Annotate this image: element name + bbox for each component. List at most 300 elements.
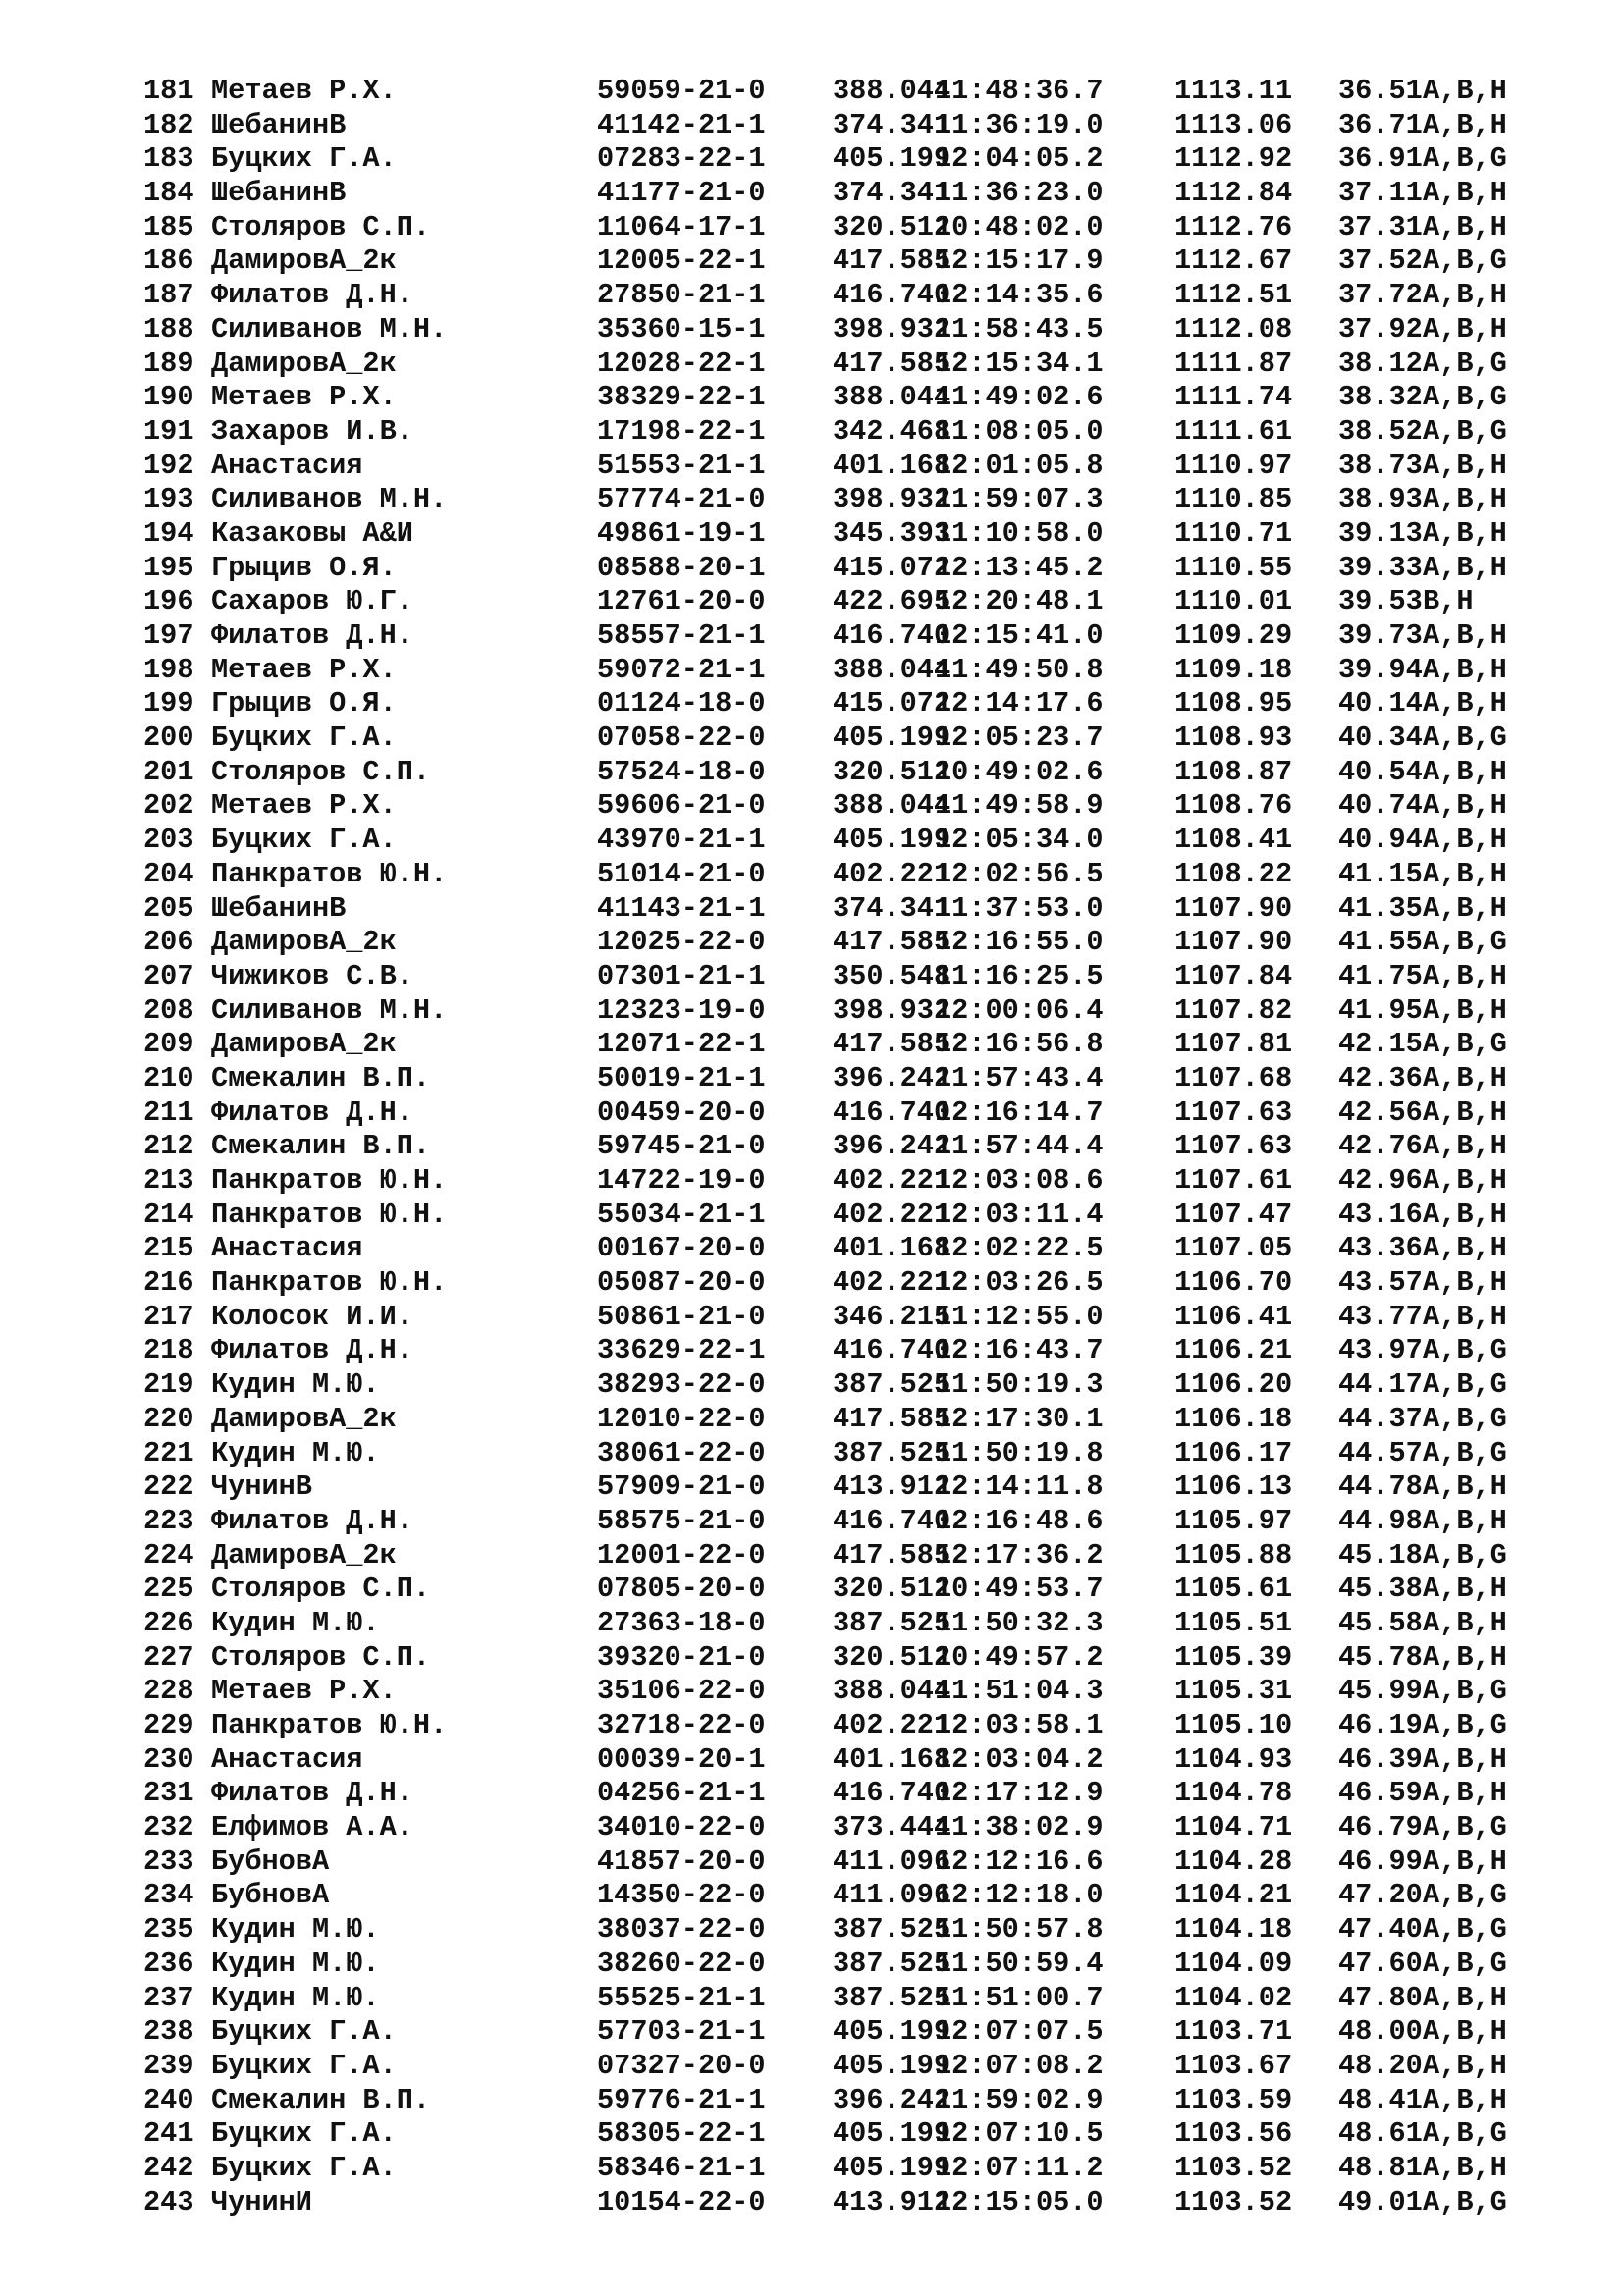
lists-cell: A,B,H bbox=[1423, 1504, 1507, 1537]
distance-cell: 345.393 bbox=[833, 516, 951, 550]
fancier-name-cell: Столяров С.П. bbox=[211, 1573, 431, 1606]
arrival-time-cell: 11:37:53.0 bbox=[935, 891, 1104, 925]
speed-cell: 1111.61 bbox=[1174, 414, 1293, 448]
lists-cell: A,B,G bbox=[1423, 1334, 1507, 1367]
lists-cell: A,B,H bbox=[1423, 1606, 1507, 1639]
lists-cell: A,B,G bbox=[1423, 1368, 1507, 1402]
ring-number-cell: 07805-20-0 bbox=[597, 1573, 766, 1606]
distance-cell: 411.096 bbox=[833, 1844, 951, 1878]
coefficient-cell: 43.77 bbox=[1338, 1300, 1423, 1333]
speed-cell: 1110.01 bbox=[1174, 585, 1293, 618]
lists-cell: A,B,H bbox=[1423, 108, 1507, 141]
place-cell: 226 bbox=[143, 1606, 194, 1639]
distance-cell: 405.199 bbox=[833, 2049, 951, 2082]
fancier-name-cell: Силиванов М.Н. bbox=[211, 483, 448, 516]
distance-cell: 416.740 bbox=[833, 1334, 951, 1367]
coefficient-cell: 40.74 bbox=[1338, 789, 1423, 823]
speed-cell: 1103.52 bbox=[1174, 2185, 1293, 2218]
arrival-time-cell: 12:14:11.8 bbox=[935, 1470, 1104, 1504]
ring-number-cell: 38037-22-0 bbox=[597, 1913, 766, 1947]
place-cell: 200 bbox=[143, 721, 194, 755]
arrival-time-cell: 12:02:56.5 bbox=[935, 857, 1104, 890]
ring-number-cell: 50019-21-1 bbox=[597, 1061, 766, 1095]
ring-number-cell: 43970-21-1 bbox=[597, 824, 766, 857]
arrival-time-cell: 12:12:16.6 bbox=[935, 1844, 1104, 1878]
arrival-time-cell: 12:03:04.2 bbox=[935, 1742, 1104, 1776]
coefficient-cell: 47.20 bbox=[1338, 1879, 1423, 1912]
arrival-time-cell: 11:51:04.3 bbox=[935, 1675, 1104, 1708]
distance-cell: 405.199 bbox=[833, 721, 951, 755]
distance-cell: 417.585 bbox=[833, 244, 951, 278]
coefficient-cell: 47.60 bbox=[1338, 1947, 1423, 1980]
ring-number-cell: 12028-22-1 bbox=[597, 347, 766, 380]
place-cell: 182 bbox=[143, 108, 194, 141]
place-cell: 188 bbox=[143, 312, 194, 346]
coefficient-cell: 45.38 bbox=[1338, 1573, 1423, 1606]
distance-cell: 387.525 bbox=[833, 1368, 951, 1402]
speed-cell: 1110.97 bbox=[1174, 449, 1293, 482]
ring-number-cell: 17198-22-1 bbox=[597, 414, 766, 448]
arrival-time-cell: 10:48:02.0 bbox=[935, 210, 1104, 243]
distance-cell: 415.072 bbox=[833, 687, 951, 721]
speed-cell: 1105.51 bbox=[1174, 1606, 1293, 1639]
speed-cell: 1112.84 bbox=[1174, 177, 1293, 210]
ring-number-cell: 39320-21-0 bbox=[597, 1640, 766, 1674]
fancier-name-cell: Метаев Р.Х. bbox=[211, 789, 397, 823]
fancier-name-cell: ДамировА_2к bbox=[211, 926, 397, 959]
fancier-name-cell: Кудин М.Ю. bbox=[211, 1606, 380, 1639]
lists-cell: A,B,H bbox=[1423, 2015, 1507, 2049]
lists-cell: A,B,G bbox=[1423, 244, 1507, 278]
speed-cell: 1108.95 bbox=[1174, 687, 1293, 721]
coefficient-cell: 45.18 bbox=[1338, 1538, 1423, 1572]
distance-cell: 416.740 bbox=[833, 619, 951, 652]
place-cell: 193 bbox=[143, 483, 194, 516]
speed-cell: 1107.84 bbox=[1174, 959, 1293, 992]
ring-number-cell: 57774-21-0 bbox=[597, 483, 766, 516]
lists-cell: A,B,H bbox=[1423, 449, 1507, 482]
speed-cell: 1105.97 bbox=[1174, 1504, 1293, 1537]
fancier-name-cell: Метаев Р.Х. bbox=[211, 75, 397, 107]
speed-cell: 1108.41 bbox=[1174, 824, 1293, 857]
arrival-time-cell: 11:49:02.6 bbox=[935, 381, 1104, 414]
lists-cell: A,B,H bbox=[1423, 516, 1507, 550]
ring-number-cell: 07283-22-1 bbox=[597, 142, 766, 176]
place-cell: 220 bbox=[143, 1402, 194, 1435]
speed-cell: 1104.78 bbox=[1174, 1777, 1293, 1810]
fancier-name-cell: Буцких Г.А. bbox=[211, 142, 397, 176]
fancier-name-cell: ДамировА_2к bbox=[211, 347, 397, 380]
lists-cell: A,B,H bbox=[1423, 857, 1507, 890]
lists-cell: A,B,H bbox=[1423, 1300, 1507, 1333]
place-cell: 239 bbox=[143, 2049, 194, 2082]
arrival-time-cell: 12:15:34.1 bbox=[935, 347, 1104, 380]
speed-cell: 1107.90 bbox=[1174, 926, 1293, 959]
coefficient-cell: 42.76 bbox=[1338, 1130, 1423, 1163]
ring-number-cell: 41143-21-1 bbox=[597, 891, 766, 925]
distance-cell: 396.242 bbox=[833, 1061, 951, 1095]
distance-cell: 417.585 bbox=[833, 1402, 951, 1435]
lists-cell: A,B,H bbox=[1423, 1777, 1507, 1810]
arrival-time-cell: 11:08:05.0 bbox=[935, 414, 1104, 448]
place-cell: 215 bbox=[143, 1232, 194, 1265]
speed-cell: 1105.88 bbox=[1174, 1538, 1293, 1572]
distance-cell: 320.512 bbox=[833, 1640, 951, 1674]
ring-number-cell: 59072-21-1 bbox=[597, 653, 766, 686]
distance-cell: 402.221 bbox=[833, 1709, 951, 1741]
distance-cell: 413.912 bbox=[833, 2185, 951, 2218]
arrival-time-cell: 12:16:55.0 bbox=[935, 926, 1104, 959]
coefficient-cell: 36.91 bbox=[1338, 142, 1423, 176]
speed-cell: 1105.61 bbox=[1174, 1573, 1293, 1606]
coefficient-cell: 43.36 bbox=[1338, 1232, 1423, 1265]
ring-number-cell: 51014-21-0 bbox=[597, 857, 766, 890]
distance-cell: 396.242 bbox=[833, 1130, 951, 1163]
arrival-time-cell: 12:02:22.5 bbox=[935, 1232, 1104, 1265]
distance-cell: 342.468 bbox=[833, 414, 951, 448]
place-cell: 191 bbox=[143, 414, 194, 448]
coefficient-cell: 48.20 bbox=[1338, 2049, 1423, 2082]
fancier-name-cell: Буцких Г.А. bbox=[211, 721, 397, 755]
coefficient-cell: 46.79 bbox=[1338, 1811, 1423, 1844]
fancier-name-cell: ДамировА_2к bbox=[211, 244, 397, 278]
place-cell: 206 bbox=[143, 926, 194, 959]
coefficient-cell: 36.51 bbox=[1338, 75, 1423, 107]
place-cell: 210 bbox=[143, 1061, 194, 1095]
speed-cell: 1108.76 bbox=[1174, 789, 1293, 823]
fancier-name-cell: Филатов Д.Н. bbox=[211, 1504, 413, 1537]
place-cell: 195 bbox=[143, 551, 194, 584]
fancier-name-cell: Столяров С.П. bbox=[211, 210, 431, 243]
lists-cell: A,B,G bbox=[1423, 381, 1507, 414]
lists-cell: A,B,G bbox=[1423, 1879, 1507, 1912]
ring-number-cell: 55034-21-1 bbox=[597, 1198, 766, 1231]
speed-cell: 1105.39 bbox=[1174, 1640, 1293, 1674]
lists-cell: A,B,H bbox=[1423, 1742, 1507, 1776]
distance-cell: 388.044 bbox=[833, 75, 951, 107]
speed-cell: 1107.90 bbox=[1174, 891, 1293, 925]
lists-cell: A,B,H bbox=[1423, 483, 1507, 516]
speed-cell: 1110.71 bbox=[1174, 516, 1293, 550]
lists-cell: A,B,G bbox=[1423, 1538, 1507, 1572]
distance-cell: 350.548 bbox=[833, 959, 951, 992]
fancier-name-cell: Метаев Р.Х. bbox=[211, 1675, 397, 1708]
distance-cell: 416.740 bbox=[833, 279, 951, 312]
arrival-time-cell: 11:57:43.4 bbox=[935, 1061, 1104, 1095]
arrival-time-cell: 11:59:02.9 bbox=[935, 2083, 1104, 2116]
lists-cell: A,B,H bbox=[1423, 789, 1507, 823]
lists-cell: A,B,H bbox=[1423, 1640, 1507, 1674]
lists-cell: A,B,H bbox=[1423, 75, 1507, 107]
distance-cell: 417.585 bbox=[833, 347, 951, 380]
place-cell: 186 bbox=[143, 244, 194, 278]
fancier-name-cell: Анастасия bbox=[211, 1742, 363, 1776]
distance-cell: 405.199 bbox=[833, 2117, 951, 2151]
ring-number-cell: 12761-20-0 bbox=[597, 585, 766, 618]
arrival-time-cell: 10:49:53.7 bbox=[935, 1573, 1104, 1606]
arrival-time-cell: 12:12:18.0 bbox=[935, 1879, 1104, 1912]
distance-cell: 387.525 bbox=[833, 1436, 951, 1469]
arrival-time-cell: 12:01:05.8 bbox=[935, 449, 1104, 482]
fancier-name-cell: ЧунинВ bbox=[211, 1470, 312, 1504]
ring-number-cell: 12001-22-0 bbox=[597, 1538, 766, 1572]
fancier-name-cell: БубновА bbox=[211, 1844, 330, 1878]
lists-cell: A,B,H bbox=[1423, 1130, 1507, 1163]
coefficient-cell: 42.96 bbox=[1338, 1164, 1423, 1197]
place-cell: 223 bbox=[143, 1504, 194, 1537]
place-cell: 242 bbox=[143, 2151, 194, 2184]
coefficient-cell: 39.13 bbox=[1338, 516, 1423, 550]
speed-cell: 1106.18 bbox=[1174, 1402, 1293, 1435]
coefficient-cell: 44.17 bbox=[1338, 1368, 1423, 1402]
distance-cell: 398.932 bbox=[833, 993, 951, 1027]
fancier-name-cell: ЧунинИ bbox=[211, 2185, 312, 2218]
distance-cell: 320.512 bbox=[833, 1573, 951, 1606]
lists-cell: A,B,H bbox=[1423, 959, 1507, 992]
ring-number-cell: 27850-21-1 bbox=[597, 279, 766, 312]
speed-cell: 1109.18 bbox=[1174, 653, 1293, 686]
speed-cell: 1105.10 bbox=[1174, 1709, 1293, 1741]
arrival-time-cell: 12:17:36.2 bbox=[935, 1538, 1104, 1572]
fancier-name-cell: Смекалин В.П. bbox=[211, 1061, 431, 1095]
coefficient-cell: 45.99 bbox=[1338, 1675, 1423, 1708]
distance-cell: 346.215 bbox=[833, 1300, 951, 1333]
ring-number-cell: 04256-21-1 bbox=[597, 1777, 766, 1810]
arrival-time-cell: 12:03:11.4 bbox=[935, 1198, 1104, 1231]
distance-cell: 415.072 bbox=[833, 551, 951, 584]
lists-cell: A,B,H bbox=[1423, 891, 1507, 925]
ring-number-cell: 12010-22-0 bbox=[597, 1402, 766, 1435]
arrival-time-cell: 12:17:30.1 bbox=[935, 1402, 1104, 1435]
coefficient-cell: 38.73 bbox=[1338, 449, 1423, 482]
arrival-time-cell: 12:05:23.7 bbox=[935, 721, 1104, 755]
place-cell: 234 bbox=[143, 1879, 194, 1912]
place-cell: 214 bbox=[143, 1198, 194, 1231]
speed-cell: 1109.29 bbox=[1174, 619, 1293, 652]
ring-number-cell: 00167-20-0 bbox=[597, 1232, 766, 1265]
arrival-time-cell: 12:05:34.0 bbox=[935, 824, 1104, 857]
distance-cell: 374.341 bbox=[833, 891, 951, 925]
distance-cell: 398.932 bbox=[833, 312, 951, 346]
speed-cell: 1112.92 bbox=[1174, 142, 1293, 176]
arrival-time-cell: 12:07:11.2 bbox=[935, 2151, 1104, 2184]
distance-cell: 405.199 bbox=[833, 2151, 951, 2184]
place-cell: 187 bbox=[143, 279, 194, 312]
distance-cell: 373.444 bbox=[833, 1811, 951, 1844]
distance-cell: 401.168 bbox=[833, 1232, 951, 1265]
lists-cell: A,B,G bbox=[1423, 926, 1507, 959]
coefficient-cell: 40.34 bbox=[1338, 721, 1423, 755]
place-cell: 185 bbox=[143, 210, 194, 243]
speed-cell: 1110.85 bbox=[1174, 483, 1293, 516]
fancier-name-cell: ДамировА_2к bbox=[211, 1402, 397, 1435]
distance-cell: 374.341 bbox=[833, 177, 951, 210]
speed-cell: 1112.51 bbox=[1174, 279, 1293, 312]
speed-cell: 1111.87 bbox=[1174, 347, 1293, 380]
coefficient-cell: 41.95 bbox=[1338, 993, 1423, 1027]
ring-number-cell: 01124-18-0 bbox=[597, 687, 766, 721]
lists-cell: A,B,G bbox=[1423, 414, 1507, 448]
ring-number-cell: 58575-21-0 bbox=[597, 1504, 766, 1537]
fancier-name-cell: Кудин М.Ю. bbox=[211, 1368, 380, 1402]
fancier-name-cell: Грыцив О.Я. bbox=[211, 551, 397, 584]
distance-cell: 405.199 bbox=[833, 824, 951, 857]
coefficient-cell: 37.11 bbox=[1338, 177, 1423, 210]
place-cell: 192 bbox=[143, 449, 194, 482]
place-cell: 243 bbox=[143, 2185, 194, 2218]
place-cell: 208 bbox=[143, 993, 194, 1027]
distance-cell: 388.044 bbox=[833, 381, 951, 414]
coefficient-cell: 45.58 bbox=[1338, 1606, 1423, 1639]
place-cell: 229 bbox=[143, 1709, 194, 1741]
fancier-name-cell: Столяров С.П. bbox=[211, 755, 431, 788]
ring-number-cell: 41177-21-0 bbox=[597, 177, 766, 210]
speed-cell: 1106.17 bbox=[1174, 1436, 1293, 1469]
coefficient-cell: 43.16 bbox=[1338, 1198, 1423, 1231]
speed-cell: 1103.56 bbox=[1174, 2117, 1293, 2151]
arrival-time-cell: 12:14:17.6 bbox=[935, 687, 1104, 721]
arrival-time-cell: 11:49:50.8 bbox=[935, 653, 1104, 686]
lists-cell: A,B,G bbox=[1423, 142, 1507, 176]
place-cell: 237 bbox=[143, 1981, 194, 2014]
arrival-time-cell: 12:04:05.2 bbox=[935, 142, 1104, 176]
fancier-name-cell: Буцких Г.А. bbox=[211, 2015, 397, 2049]
ring-number-cell: 34010-22-0 bbox=[597, 1811, 766, 1844]
speed-cell: 1112.08 bbox=[1174, 312, 1293, 346]
ring-number-cell: 57524-18-0 bbox=[597, 755, 766, 788]
speed-cell: 1104.09 bbox=[1174, 1947, 1293, 1980]
lists-cell: A,B,H bbox=[1423, 312, 1507, 346]
lists-cell: A,B,H bbox=[1423, 2151, 1507, 2184]
place-cell: 201 bbox=[143, 755, 194, 788]
coefficient-cell: 38.12 bbox=[1338, 347, 1423, 380]
distance-cell: 374.341 bbox=[833, 108, 951, 141]
place-cell: 221 bbox=[143, 1436, 194, 1469]
ring-number-cell: 38329-22-1 bbox=[597, 381, 766, 414]
ring-number-cell: 51553-21-1 bbox=[597, 449, 766, 482]
distance-cell: 402.221 bbox=[833, 857, 951, 890]
place-cell: 204 bbox=[143, 857, 194, 890]
speed-cell: 1104.02 bbox=[1174, 1981, 1293, 2014]
place-cell: 216 bbox=[143, 1266, 194, 1300]
distance-cell: 416.740 bbox=[833, 1504, 951, 1537]
speed-cell: 1108.22 bbox=[1174, 857, 1293, 890]
speed-cell: 1113.11 bbox=[1174, 75, 1293, 107]
lists-cell: A,B,G bbox=[1423, 1028, 1507, 1061]
distance-cell: 398.932 bbox=[833, 483, 951, 516]
fancier-name-cell: Силиванов М.Н. bbox=[211, 312, 448, 346]
fancier-name-cell: Чижиков С.В. bbox=[211, 959, 413, 992]
fancier-name-cell: Кудин М.Ю. bbox=[211, 1913, 380, 1947]
place-cell: 181 bbox=[143, 75, 194, 107]
lists-cell: B,H bbox=[1423, 585, 1474, 618]
arrival-time-cell: 10:49:57.2 bbox=[935, 1640, 1104, 1674]
arrival-time-cell: 11:49:58.9 bbox=[935, 789, 1104, 823]
ring-number-cell: 32718-22-0 bbox=[597, 1709, 766, 1741]
distance-cell: 402.221 bbox=[833, 1164, 951, 1197]
coefficient-cell: 44.98 bbox=[1338, 1504, 1423, 1537]
coefficient-cell: 48.61 bbox=[1338, 2117, 1423, 2151]
fancier-name-cell: Филатов Д.Н. bbox=[211, 1777, 413, 1810]
lists-cell: A,B,H bbox=[1423, 619, 1507, 652]
distance-cell: 417.585 bbox=[833, 1538, 951, 1572]
distance-cell: 405.199 bbox=[833, 142, 951, 176]
fancier-name-cell: Буцких Г.А. bbox=[211, 824, 397, 857]
place-cell: 224 bbox=[143, 1538, 194, 1572]
coefficient-cell: 44.37 bbox=[1338, 1402, 1423, 1435]
coefficient-cell: 38.32 bbox=[1338, 381, 1423, 414]
lists-cell: A,B,G bbox=[1423, 1913, 1507, 1947]
fancier-name-cell: Сахаров Ю.Г. bbox=[211, 585, 413, 618]
distance-cell: 405.199 bbox=[833, 2015, 951, 2049]
speed-cell: 1106.41 bbox=[1174, 1300, 1293, 1333]
arrival-time-cell: 12:00:06.4 bbox=[935, 993, 1104, 1027]
arrival-time-cell: 11:10:58.0 bbox=[935, 516, 1104, 550]
ring-number-cell: 07327-20-0 bbox=[597, 2049, 766, 2082]
coefficient-cell: 40.54 bbox=[1338, 755, 1423, 788]
place-cell: 205 bbox=[143, 891, 194, 925]
place-cell: 233 bbox=[143, 1844, 194, 1878]
speed-cell: 1112.76 bbox=[1174, 210, 1293, 243]
arrival-time-cell: 12:16:56.8 bbox=[935, 1028, 1104, 1061]
arrival-time-cell: 10:49:02.6 bbox=[935, 755, 1104, 788]
fancier-name-cell: ДамировА_2к bbox=[211, 1538, 397, 1572]
fancier-name-cell: Панкратов Ю.Н. bbox=[211, 857, 448, 890]
distance-cell: 422.695 bbox=[833, 585, 951, 618]
arrival-time-cell: 12:17:12.9 bbox=[935, 1777, 1104, 1810]
ring-number-cell: 12323-19-0 bbox=[597, 993, 766, 1027]
speed-cell: 1107.61 bbox=[1174, 1164, 1293, 1197]
place-cell: 218 bbox=[143, 1334, 194, 1367]
place-cell: 207 bbox=[143, 959, 194, 992]
ring-number-cell: 07301-21-1 bbox=[597, 959, 766, 992]
coefficient-cell: 38.93 bbox=[1338, 483, 1423, 516]
lists-cell: A,B,G bbox=[1423, 1436, 1507, 1469]
place-cell: 209 bbox=[143, 1028, 194, 1061]
speed-cell: 1107.68 bbox=[1174, 1061, 1293, 1095]
arrival-time-cell: 11:50:32.3 bbox=[935, 1606, 1104, 1639]
ring-number-cell: 14722-19-0 bbox=[597, 1164, 766, 1197]
place-cell: 190 bbox=[143, 381, 194, 414]
speed-cell: 1107.63 bbox=[1174, 1095, 1293, 1129]
coefficient-cell: 48.41 bbox=[1338, 2083, 1423, 2116]
place-cell: 213 bbox=[143, 1164, 194, 1197]
place-cell: 232 bbox=[143, 1811, 194, 1844]
arrival-time-cell: 11:50:59.4 bbox=[935, 1947, 1104, 1980]
ring-number-cell: 00039-20-1 bbox=[597, 1742, 766, 1776]
arrival-time-cell: 11:48:36.7 bbox=[935, 75, 1104, 107]
speed-cell: 1106.70 bbox=[1174, 1266, 1293, 1300]
coefficient-cell: 39.73 bbox=[1338, 619, 1423, 652]
arrival-time-cell: 12:03:58.1 bbox=[935, 1709, 1104, 1741]
coefficient-cell: 45.78 bbox=[1338, 1640, 1423, 1674]
speed-cell: 1104.28 bbox=[1174, 1844, 1293, 1878]
coefficient-cell: 37.72 bbox=[1338, 279, 1423, 312]
fancier-name-cell: ШебанинВ bbox=[211, 108, 347, 141]
lists-cell: A,B,G bbox=[1423, 2117, 1507, 2151]
arrival-time-cell: 12:03:08.6 bbox=[935, 1164, 1104, 1197]
ring-number-cell: 38260-22-0 bbox=[597, 1947, 766, 1980]
coefficient-cell: 41.55 bbox=[1338, 926, 1423, 959]
speed-cell: 1104.71 bbox=[1174, 1811, 1293, 1844]
place-cell: 222 bbox=[143, 1470, 194, 1504]
coefficient-cell: 38.52 bbox=[1338, 414, 1423, 448]
distance-cell: 416.740 bbox=[833, 1095, 951, 1129]
place-cell: 212 bbox=[143, 1130, 194, 1163]
lists-cell: A,B,G bbox=[1423, 721, 1507, 755]
speed-cell: 1107.47 bbox=[1174, 1198, 1293, 1231]
fancier-name-cell: Филатов Д.Н. bbox=[211, 1095, 413, 1129]
